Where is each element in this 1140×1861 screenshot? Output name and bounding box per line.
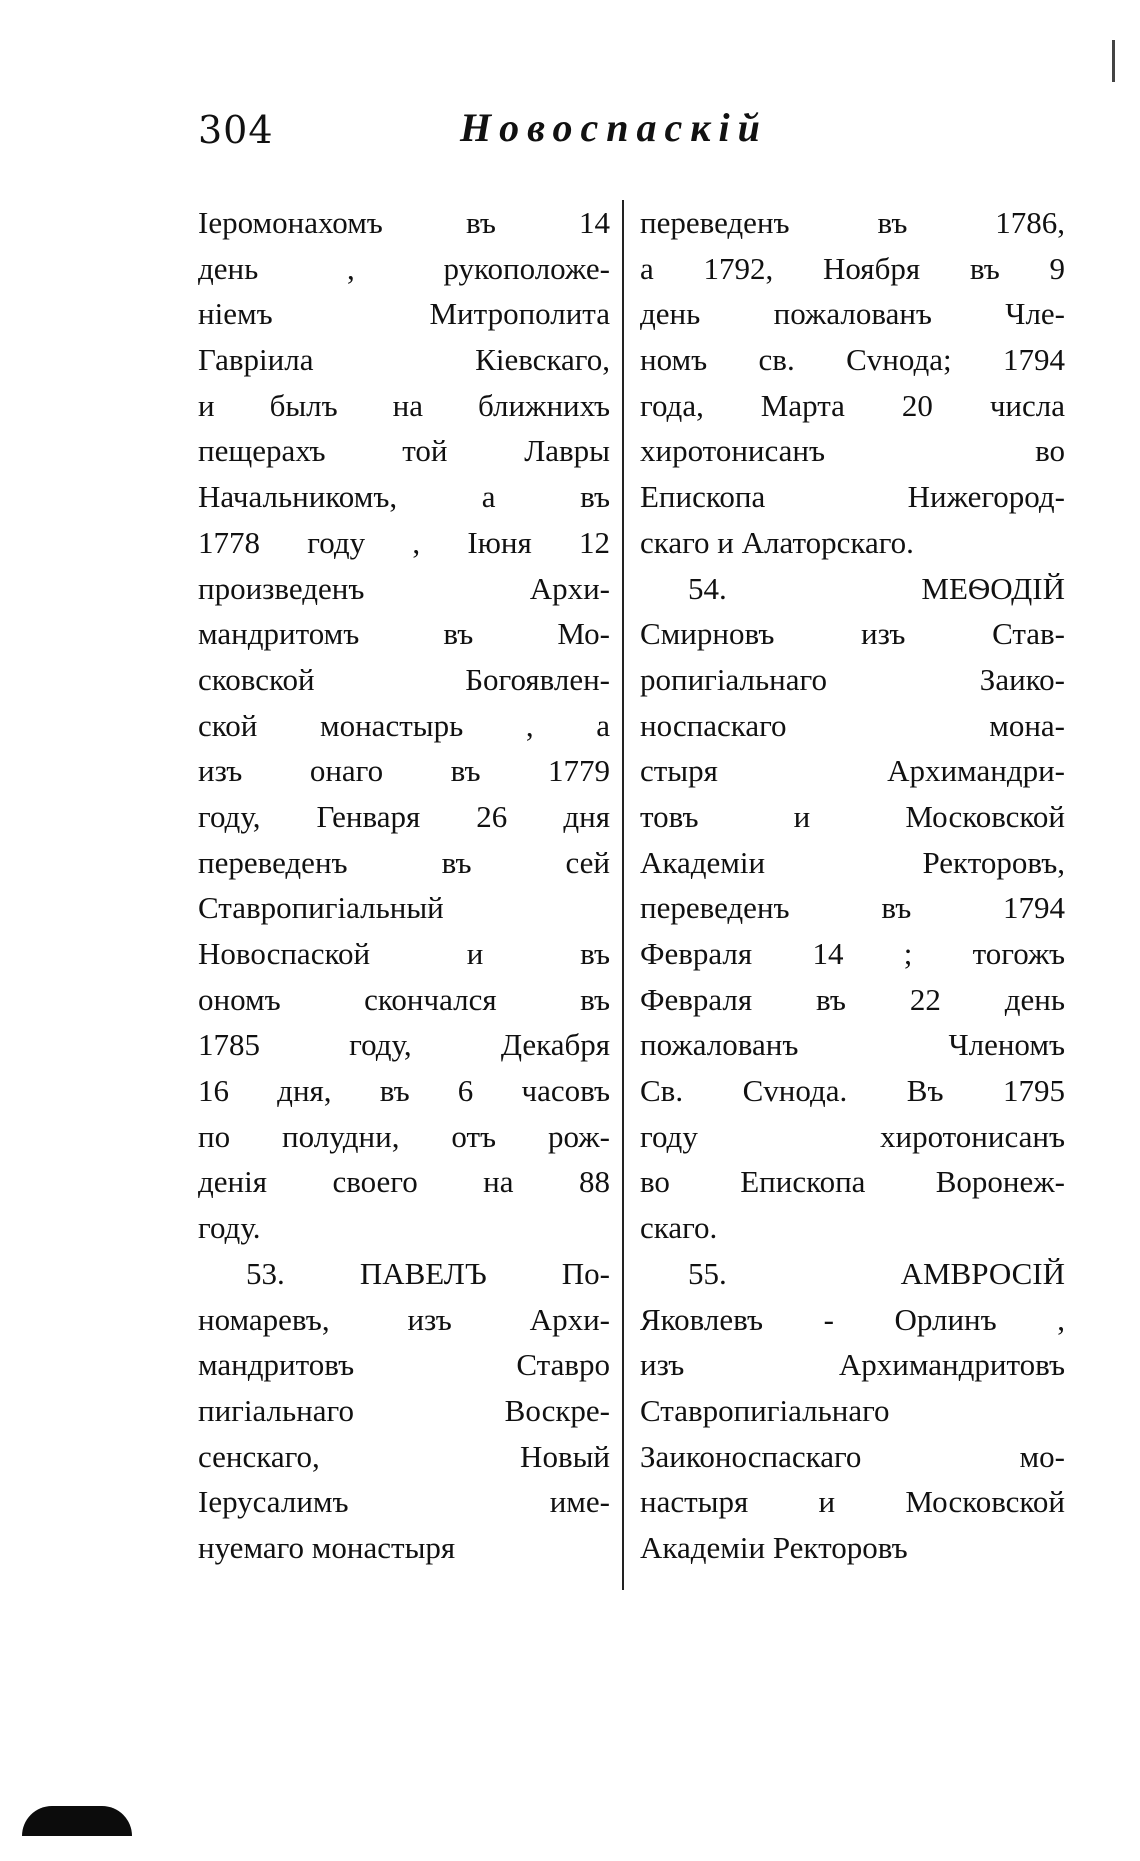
text-line: носпаскаго мона- <box>640 707 1065 743</box>
text-line: Ставропигіальнаго <box>640 1392 890 1428</box>
text-line: денія своего на 88 <box>198 1164 610 1200</box>
text-line: по полудни, отъ рож- <box>198 1118 610 1154</box>
text-line: мандритовъ Ставро <box>198 1347 610 1383</box>
ink-blot-mark <box>22 1806 132 1836</box>
text-line: 1785 году, Декабря <box>198 1027 610 1063</box>
text-line: переведенъ въ 1794 <box>640 890 1065 926</box>
text-line: номаревъ, изъ Архи- <box>198 1301 610 1337</box>
text-line: Февраля 14 ; тогожъ <box>640 936 1065 971</box>
running-title: Новоспаскій <box>460 105 768 150</box>
text-line: номъ св. Сvнода; 1794 <box>640 342 1065 378</box>
page-edge-mark <box>1112 40 1115 82</box>
text-line: Ставропигіальный <box>198 890 444 926</box>
text-line: 16 дня, въ 6 часовъ <box>198 1073 610 1109</box>
text-line: скаго. <box>640 1210 718 1246</box>
text-line: мандритомъ въ Мо- <box>198 616 610 652</box>
text-line: во Епископа Воронеж- <box>640 1164 1065 1200</box>
text-line: пещерахъ той Лавры <box>198 433 610 469</box>
text-line: году, Генваря 26 дня <box>198 798 610 834</box>
text-line: Яковлевъ - Орлинъ , <box>640 1301 1065 1337</box>
text-line: 1778 году , Іюня 12 <box>198 524 610 560</box>
text-line: Гавріила Кіевскаго, <box>198 342 610 378</box>
text-line: и былъ на ближнихъ <box>198 387 610 423</box>
text-line: пигіальнаго Воскре- <box>198 1392 610 1428</box>
text-line: Заиконоспаскаго мо- <box>640 1438 1065 1474</box>
text-line: день , рукоположе- <box>198 250 610 286</box>
text-line: году. <box>198 1210 261 1246</box>
text-line: Іерусалимъ име- <box>198 1484 610 1520</box>
text-line: переведенъ въ 1786, <box>640 205 1065 240</box>
text-line: 55. АМВРОСІЙ <box>688 1255 1065 1291</box>
text-line: переведенъ въ сей <box>198 844 610 880</box>
text-line: произведенъ Архи- <box>198 570 610 606</box>
text-line: изъ онаго въ 1779 <box>198 753 610 789</box>
column-divider <box>622 200 624 1590</box>
text-line: изъ Архимандритовъ <box>640 1347 1065 1383</box>
text-line: ской монастырь , а <box>198 707 610 743</box>
text-line: 54. МЕѲОДІЙ <box>688 570 1065 606</box>
text-line: Академіи Ректоровъ, <box>640 844 1065 880</box>
page-number: 304 <box>198 108 274 152</box>
text-line: ономъ скончался въ <box>198 981 610 1017</box>
text-line: нуемаго монастыря <box>198 1529 456 1565</box>
text-line: Епископа Нижегород- <box>640 479 1065 515</box>
text-line: Смирновъ изъ Став- <box>640 616 1065 652</box>
text-line: настыря и Московской <box>640 1484 1065 1520</box>
text-line: скаго и Алаторскаго. <box>640 524 914 560</box>
text-line: стыря Архимандри- <box>640 753 1065 789</box>
text-line: Новоспаской и въ <box>198 936 610 971</box>
text-line: года, Марта 20 числа <box>640 387 1065 423</box>
right-column <box>640 200 1065 1571</box>
text-line: году хиротонисанъ <box>640 1118 1065 1154</box>
text-line: а 1792, Ноября въ 9 <box>640 250 1065 286</box>
text-line: Іеромонахомъ въ 14 <box>198 205 610 240</box>
text-line: хиротонисанъ во <box>640 433 1065 469</box>
text-line: Академіи Ректоровъ <box>640 1529 908 1565</box>
text-line: Начальникомъ, а въ <box>198 479 610 515</box>
text-line: 53. ПАВЕЛЪ По- <box>246 1255 610 1291</box>
text-line: Св. Сvнода. Въ 1795 <box>640 1073 1065 1109</box>
text-line: сенскаго, Новый <box>198 1438 610 1474</box>
left-column <box>198 200 610 1571</box>
text-line: пожалованъ Членомъ <box>640 1027 1065 1063</box>
text-line: Февраля въ 22 день <box>640 981 1065 1017</box>
text-line: ропигіальнаго Заико- <box>640 661 1065 697</box>
text-line: день пожалованъ Чле- <box>640 296 1065 332</box>
text-line: ніемъ Митрополита <box>198 296 610 332</box>
text-line: товъ и Московской <box>640 798 1065 834</box>
text-line: сковской Богоявлен- <box>198 661 610 697</box>
